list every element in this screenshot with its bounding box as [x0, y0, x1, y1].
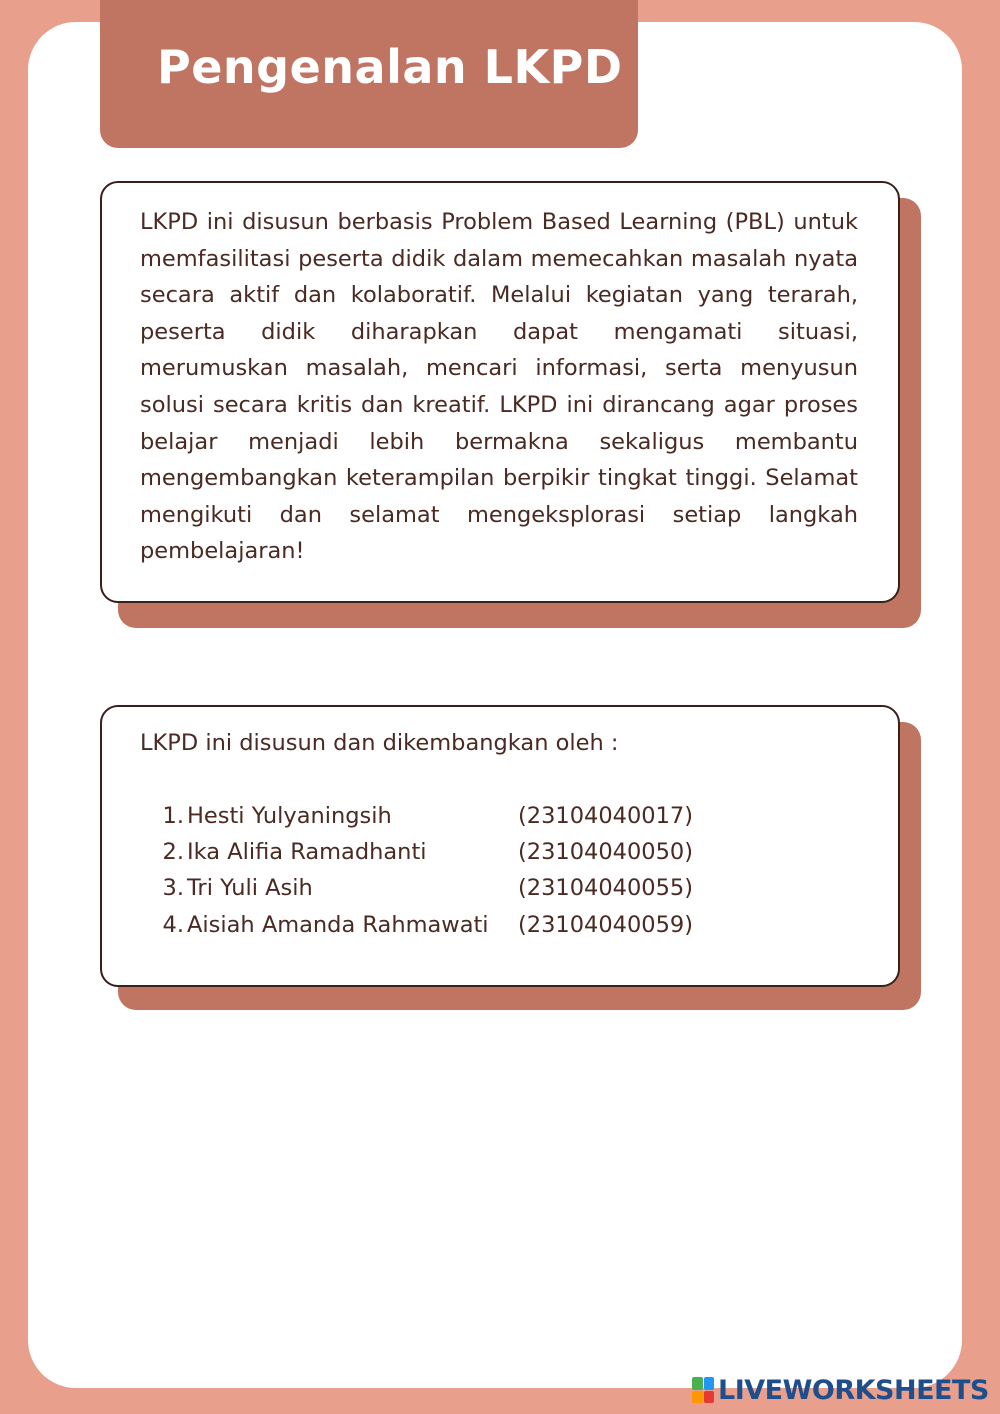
author-number: 1.: [162, 803, 184, 829]
author-number: 2.: [162, 839, 184, 865]
author-nim: (23104040050): [518, 839, 694, 865]
author-number: 4.: [162, 912, 184, 938]
author-name: Aisiah Amanda Rahmawati: [187, 912, 489, 938]
intro-paragraph: LKPD ini disusun berbasis Problem Based Learning (PBL) untuk memfasilitasi peserta didik dalam memecahkan masalah nyata secara aktif dan kolaboratif. Melalui kegiatan yang terarah, peserta didik diharapkan dapat mengamati situasi, merumuskan masalah, mencari informasi, serta menyusun solusi secara kritis dan kreatif. LKPD ini dirancang agar proses belajar menjadi lebih bermakna sekaligus membantu mengembangkan keterampilan berpikir tingkat tinggi. Selamat mengikuti dan selamat mengeksplorasi setiap langkah pembelajaran!: [140, 209, 858, 565]
liveworksheets-logo-icon: [692, 1377, 714, 1403]
author-name: Hesti Yulyaningsih: [187, 803, 392, 829]
author-name: Ika Alifia Ramadhanti: [187, 839, 427, 865]
page-title: Pengenalan LKPD: [157, 40, 623, 94]
brand-text: LIVEWORKSHEETS: [718, 1374, 989, 1406]
author-number: 3.: [162, 875, 184, 901]
author-name: Tri Yuli Asih: [187, 875, 313, 901]
liveworksheets-brand[interactable]: [692, 1373, 989, 1407]
author-nim: (23104040059): [518, 912, 694, 938]
author-nim: (23104040017): [518, 803, 694, 829]
authors-heading: LKPD ini disusun dan dikembangkan oleh :: [140, 730, 619, 756]
author-nim: (23104040055): [518, 875, 694, 901]
